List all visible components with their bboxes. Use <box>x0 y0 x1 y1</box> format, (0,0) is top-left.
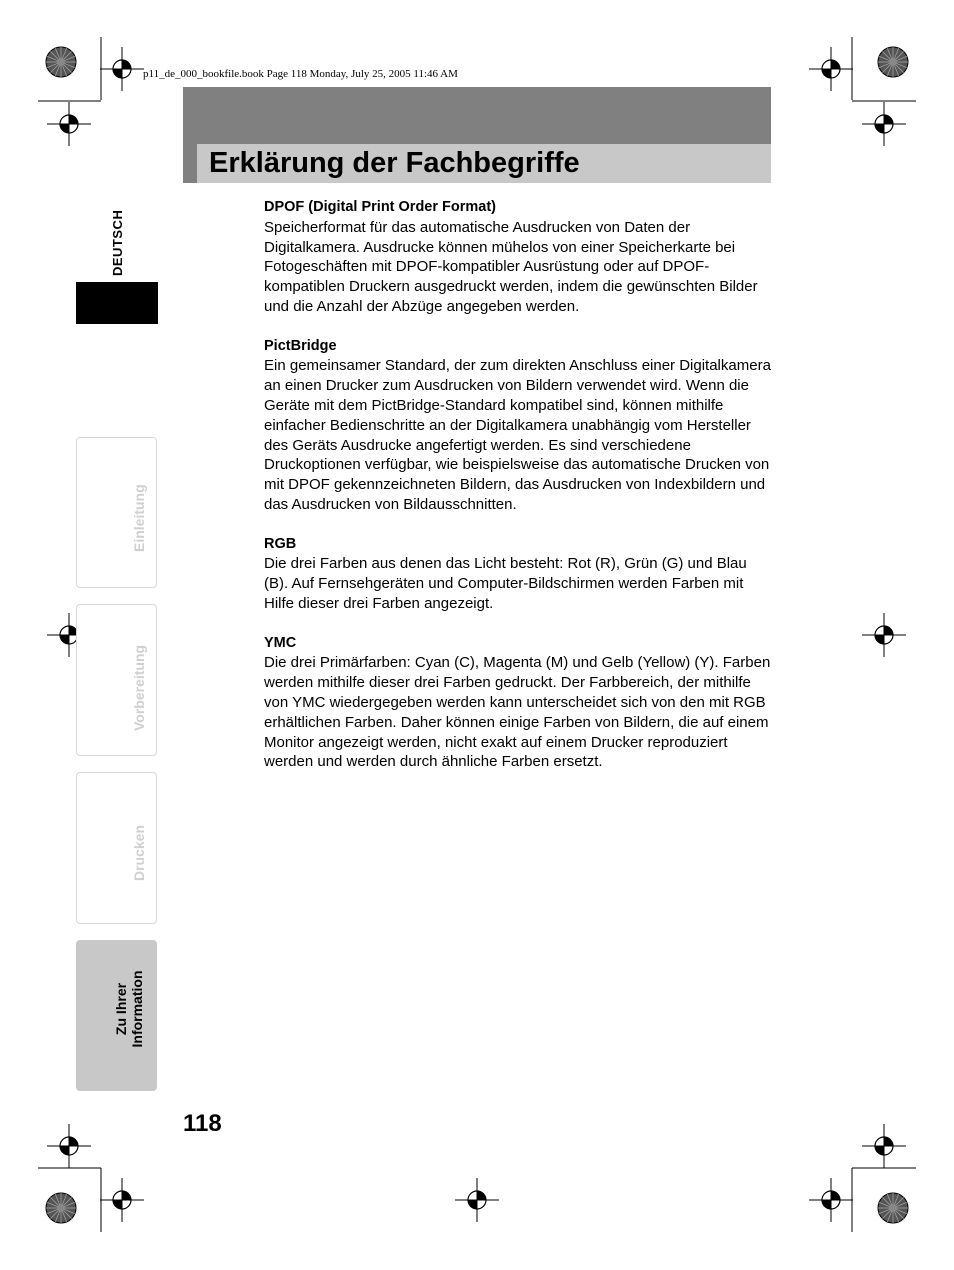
page-title: Erklärung der Fachbegriffe <box>209 147 580 179</box>
entry-body: Die drei Primärfarben: Cyan (C), Magenta (M) und Gelb (Yellow) (Y). Farben werden mithilfe dieser drei Farben gedruckt. Der Farbbereich, der mithilfe von YMC wiedergegeben werden kann unterscheidet sich von den mit RGB erhältlichen Farben. Daher können einige Farben von Bildern, die auf einem Monitor angezeigt werden, nicht exakt auf einem Drucker reproduziert werden und werden durch ähnliche Farben ersetzt. <box>264 654 771 771</box>
glossary-entry-pictbridge <box>264 337 774 515</box>
tab-drucken-label: Drucken <box>131 824 147 881</box>
tab-einleitung-label: Einleitung <box>131 484 147 552</box>
tab-drucken[interactable] <box>76 772 157 924</box>
language-tab <box>76 190 158 324</box>
title-box <box>197 144 771 183</box>
glossary-entry-ymc <box>264 634 774 773</box>
entry-heading: RGB <box>264 535 297 552</box>
entry-body: Die drei Farben aus denen das Licht besteht: Rot (R), Grün (G) und Blau (B). Auf Fernsehgeräten und Computer-Bildschirmen werden Farben mit Hilfe dieser drei Farben angezeigt. <box>264 555 747 612</box>
print-header: p11_de_000_bookfile.book Page 118 Monday, July 25, 2005 11:46 AM <box>143 68 458 80</box>
tab-vorbereitung-label: Vorbereitung <box>131 644 147 731</box>
tab-einleitung[interactable] <box>76 437 157 588</box>
entry-heading: YMC <box>264 634 297 651</box>
glossary-content <box>264 198 774 792</box>
page-number: 118 <box>183 1110 222 1137</box>
language-marker <box>76 282 158 324</box>
glossary-entry-rgb <box>264 535 774 614</box>
entry-heading: PictBridge <box>264 337 337 354</box>
entry-body: Speicherformat für das automatische Ausdrucken von Daten der Digitalkamera. Ausdrucke können mühelos von einer Speicherkarte bei Fotogeschäften mit DPOF-kompatibler Ausrüstung oder auf DPOF-kompatiblen Druckern ausgedruckt werden, indem die gewünschten Bilder und die Anzahl der Abzüge angegeben werden. <box>264 218 758 315</box>
entry-heading: DPOF (Digital Print Order Format) <box>264 199 497 215</box>
tab-information-line1: Zu Ihrer <box>113 982 129 1036</box>
entry-body: Ein gemeinsamer Standard, der zum direkten Anschluss einer Digitalkamera an einen Drucker zum Ausdrucken von Bildern verwendet wird. Wenn die Geräte mit dem PictBridge-Standard kompatibel sind, können mithilfe einfacher Bedienschritte an der Digitalkamera unabhängig vom Hersteller des Geräts Ausdrucke angefertigt werden. Es sind verschiedene Druckoptionen verfügbar, wie beispielsweise das automatische Drucken von mit DPOF gekennzeichneten Bildern, das Ausdrucken von Indexbildern und das Ausdrucken von Bildausschnitten. <box>264 357 771 513</box>
title-band <box>183 87 771 183</box>
tab-information-label <box>113 959 145 1059</box>
tab-information-line2: Information <box>129 970 145 1048</box>
glossary-entry-dpof <box>264 198 774 317</box>
language-label: DEUTSCH <box>110 209 125 276</box>
tab-zu-ihrer-information[interactable] <box>76 940 157 1091</box>
tab-vorbereitung[interactable] <box>76 604 157 756</box>
